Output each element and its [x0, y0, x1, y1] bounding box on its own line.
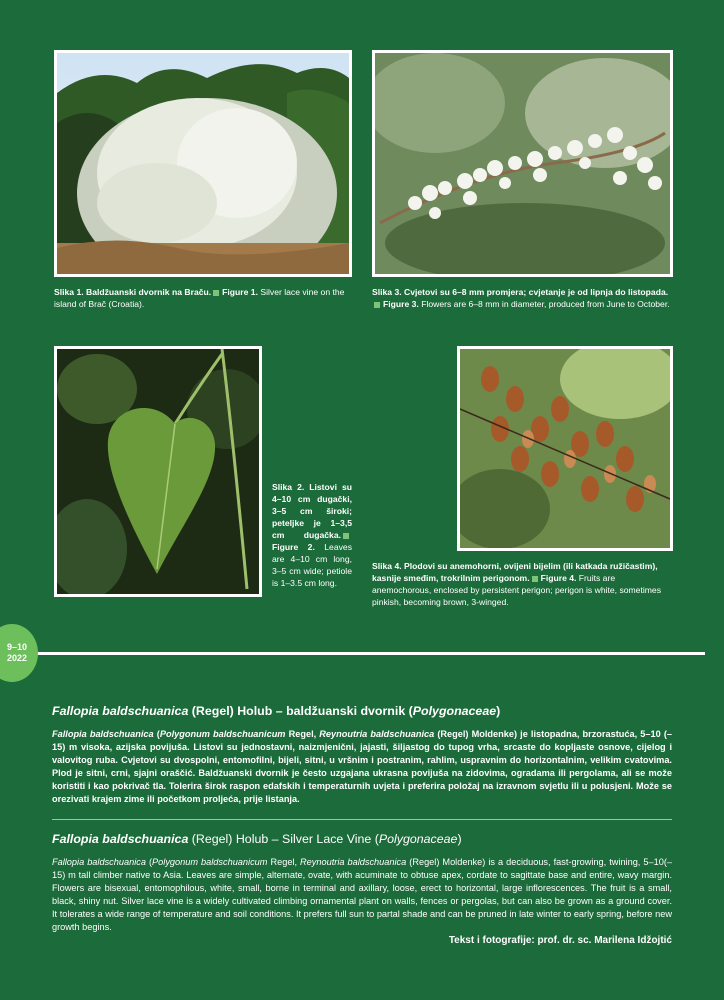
bullet-square-icon [343, 533, 349, 539]
figure-2-caption: Slika 2. Listovi su 4–10 cm dugački, 3–5 cm široki; peteljke je 1–3,5 cm dugačka.Figure 2. Leaves are 4–10 cm long, 3–5 cm wide; petiole is 1–3.5 cm long. [272, 482, 352, 588]
bullet-square-icon [374, 302, 380, 308]
photo-fruits [457, 346, 673, 551]
figure-3-caption: Slika 3. Cvjetovi su 6–8 mm promjera; cvjetanje je od lipnja do listopada.Figure 3. Flowers are 6–8 mm in diameter, produced from June to October. [372, 287, 670, 309]
author-credit: Tekst i fotografije: prof. dr. sc. Marilena Idžojtić [448, 935, 672, 946]
section-title-hr: Fallopia baldschuanica (Regel) Holub – baldžuanski dvornik (Polygonaceae) [52, 704, 501, 718]
issue-number: 9–10 [6, 642, 28, 652]
language-separator [52, 819, 672, 820]
issue-year: 2022 [6, 653, 28, 663]
issue-badge [0, 624, 38, 682]
figure-4-caption: Slika 4. Plodovi su anemohorni, ovijeni bijelim (ili katkada ružičastim), kasnije smeđim, trokrilnim perigonom. Figure 4. Fruits are anemochorous, enclosed by persistent perigon; perigon is white, sometimes pinkish, becoming brown, 3-winged. [372, 561, 661, 607]
bullet-square-icon [213, 290, 219, 296]
section-body-en: Fallopia baldschuanica (Polygonum baldschuanicum Regel, Reynoutria baldschuanica (Regel) Moldenke) is a deciduous, fast-growing, twining, 5–10(–15) m tall climber native to Asia. Leaves are simple, alternate, ovate, with acuminate to obtuse apex, cordate to sagittate base and entire, wavy margin. Flowers are bisexual, entomophilous, white, small, borne in terminal and axillary, loose, erect to horizontal, large inflorescences. The fruit is a small, black, shiny nut. Silver lace vine is a widely cultivated climbing ornamental plant on walls, fences or pergolas, but can also be grown as a ground cover. It tolerates a wide range of temperature and soil conditions. It prefers full sun to partal shade and can be pruned in late winter to early spring, before new growth begins. [52, 857, 672, 932]
photo-flowers [372, 50, 673, 277]
photo-leaf [54, 346, 262, 597]
section-divider [0, 652, 705, 655]
bullet-square-icon [532, 576, 538, 582]
section-title-en: Fallopia baldschuanica (Regel) Holub – Silver Lace Vine (Polygonaceae) [52, 832, 462, 846]
photo-shrub-brac [54, 50, 352, 277]
section-body-hr: Fallopia baldschuanica (Polygonum baldschuanicum Regel, Reynoutria baldschuanica (Regel) Moldenke) je listopadna, brzorastuća, 5–10 (–15) m visoka, azijska povijuša. Listovi su jednostavni, naizmjenični, jajasti, šiljastog do tupog vrha, srcaste do kopljaste osnove, cijelog i valovitog ruba. Cvjetovi su dvospolni, entomofilni, bijeli, sitni, u vršnim i postranim, rahlim, uspravnim do horizontalnim, velikim cvatovima. Plod je sitni, crni, sjajni oraščić. Baldžuanski dvornik je često uzgajana ukrasna povijuša na zidovima, ogradama ili pergolama, ali se može koristiti i kao pokrivač tla. Tolerira širok raspon edafskih i temperaturnih uvjeta i preferira položaj na izravnom svjetlu ili u polusjeni. Može se orezivati krajem zime ili početkom proljeća, prije listanja. [52, 729, 672, 804]
figure-1-caption: Slika 1. Baldžuanski dvornik na Braču. Figure 1. Silver lace vine on the island of Brač (Croatia). [54, 287, 345, 309]
